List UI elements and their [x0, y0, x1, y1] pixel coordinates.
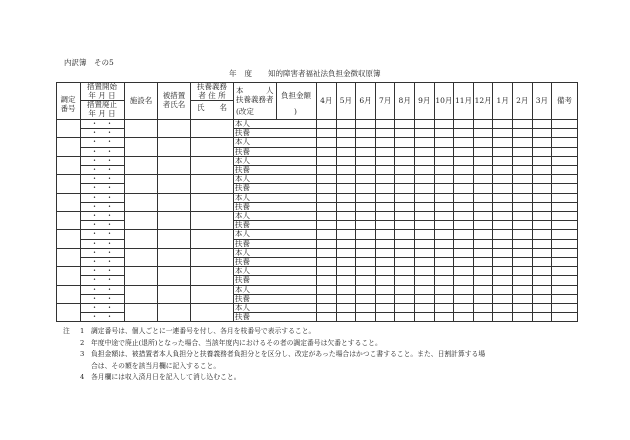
row-label-honnin: 本人 [235, 119, 250, 128]
row-subdivider [233, 220, 577, 221]
row-label-honnin: 本人 [235, 303, 250, 312]
row-label-honnin: 本人 [235, 155, 250, 165]
end-date-marks: ・ ・ [90, 146, 114, 156]
title-year: 年 [229, 69, 237, 78]
header-hisochisha-2: 者氏名 [162, 100, 186, 109]
row-subdivider [233, 239, 577, 240]
header-sochi-haishi: 措置廃止 [87, 100, 117, 109]
header-month: 11月 [454, 96, 472, 105]
group-divider [56, 266, 577, 267]
end-date-marks: ・ ・ [90, 238, 114, 248]
group-divider [56, 303, 577, 304]
header-chotei: 調定 [60, 95, 76, 104]
end-date-marks: ・ ・ [90, 293, 114, 303]
header-month: 8月 [398, 96, 411, 105]
header-futankin: 負担金額 [281, 91, 311, 100]
header-honnin: 本 人 [236, 86, 274, 95]
row-label-fuyo: 扶養 [235, 146, 250, 156]
row-label-honnin: 本人 [235, 247, 250, 257]
group-divider [56, 174, 577, 175]
row-label-honnin: 本人 [235, 137, 250, 147]
end-date-marks: ・ ・ [90, 201, 114, 211]
group-divider [56, 211, 577, 212]
group-divider [56, 285, 577, 286]
start-date-marks: ・ ・ [90, 174, 114, 184]
row-subdivider [233, 275, 577, 276]
header-kaishi-date: 年 月 日 [88, 91, 116, 100]
header-month: 6月 [359, 96, 372, 105]
row-label-fuyo: 扶養 [235, 201, 250, 211]
note-text: 調定番号は、個人ごとに一連番号を付し、各月を枝番号で表示すること。 [91, 327, 316, 335]
header-haishi-date: 年 月 日 [88, 109, 116, 118]
row-label-fuyo: 扶養 [235, 183, 250, 193]
header-bango: 番号 [60, 104, 76, 113]
row-subdivider [233, 312, 577, 313]
group-divider [56, 229, 577, 230]
header-month: 1月 [496, 96, 509, 105]
start-date-marks: ・ ・ [90, 137, 114, 147]
table-border-bottom [56, 321, 578, 322]
document-subtitle: 内訳簿 その5 [64, 58, 114, 67]
header-month: 9月 [418, 96, 431, 105]
header-kaitei-open: (改定 [236, 107, 254, 116]
document-title [229, 68, 381, 79]
row-label-fuyo: 扶養 [235, 238, 250, 248]
note-number: 4 [80, 373, 85, 382]
row-label-honnin: 本人 [235, 174, 250, 184]
row-subdivider [233, 202, 577, 203]
group-divider [56, 248, 577, 249]
header-month: 5月 [339, 96, 353, 105]
start-date-marks: ・ ・ [90, 266, 114, 276]
header-month: 2月 [516, 96, 529, 105]
row-subdivider [233, 128, 577, 129]
note-text-continued: 合は、その額を該当月欄に記入すること。 [91, 361, 221, 370]
row-label-honnin: 本人 [235, 284, 250, 294]
note-text: 各月欄には収入済月日を記入して消し込むこと。 [91, 373, 241, 382]
start-date-marks: ・ ・ [90, 192, 114, 202]
row-label-fuyo: 扶養 [235, 128, 250, 138]
row-label-fuyo: 扶養 [235, 293, 250, 303]
header-month: 10月 [435, 96, 453, 105]
note-text: 負担金額は、被措置者本人負担分と扶養義務者負担分とを区分し、改定があった場合はかつこ書すること。また、日割計算する場 [91, 350, 486, 359]
title-main: 知的障害者福祉法負担金徴収原簿 [268, 69, 381, 78]
end-date-marks: ・ ・ [90, 275, 114, 285]
group-divider [56, 137, 577, 138]
group-divider [56, 156, 577, 157]
start-date-marks: ・ ・ [90, 284, 114, 294]
header-fuyo-gimusha: 扶養義務者 [236, 95, 274, 104]
row-subdivider [233, 183, 577, 184]
header-kaitei-close: ) [294, 107, 297, 116]
note-number: 3 [80, 350, 85, 359]
header-subdivider [190, 100, 233, 101]
header-fuyo-1: 扶養義務 [197, 82, 227, 91]
row-label-honnin: 本人 [235, 192, 250, 202]
start-date-marks: ・ ・ [90, 229, 114, 239]
header-month: 12月 [474, 96, 492, 105]
table-border-right [577, 82, 578, 322]
note-text: 年度中途で廃止(退所)となった場合、当該年度内におけるその者の調定番号は欠番とすること。 [91, 338, 382, 347]
group-divider [56, 193, 577, 194]
header-sochi-kaishi: 措置開始 [87, 82, 117, 91]
note-number: 1 [80, 327, 85, 335]
row-label-fuyo: 扶養 [235, 220, 250, 230]
row-label-fuyo: 扶養 [235, 165, 250, 174]
row-subdivider [233, 165, 577, 166]
header-month: 4月 [320, 96, 333, 105]
notes-prefix: 注 [63, 327, 70, 335]
start-date-marks: ・ ・ [90, 211, 114, 220]
row-label-fuyo: 扶養 [235, 312, 250, 322]
end-date-marks: ・ ・ [90, 312, 114, 322]
end-date-marks: ・ ・ [90, 257, 114, 266]
column-rule [276, 82, 277, 119]
end-date-marks: ・ ・ [90, 128, 114, 138]
header-month: 3月 [535, 96, 549, 105]
end-date-marks: ・ ・ [90, 183, 114, 193]
header-fuyo-2: 者 住 所 [198, 91, 226, 100]
end-date-marks: ・ ・ [90, 220, 114, 230]
header-month: 7月 [378, 96, 392, 105]
row-subdivider [233, 257, 577, 258]
start-date-marks: ・ ・ [90, 155, 114, 165]
header-hisochisha-1: 被措置 [162, 91, 186, 100]
header-shisetsu: 施設名 [129, 96, 153, 105]
row-subdivider [233, 294, 577, 295]
row-label-fuyo: 扶養 [235, 257, 250, 266]
start-date-marks: ・ ・ [90, 247, 114, 257]
row-label-honnin: 本人 [235, 229, 250, 239]
start-date-marks: ・ ・ [90, 119, 114, 128]
title-fiscal: 度 [244, 69, 252, 78]
start-date-marks: ・ ・ [90, 303, 114, 312]
header-fuyo-name: 氏 名 [197, 103, 227, 112]
row-subdivider [233, 147, 577, 148]
header-biko: 備考 [557, 96, 572, 105]
end-date-marks: ・ ・ [90, 165, 114, 174]
row-label-fuyo: 扶養 [235, 275, 250, 285]
row-label-honnin: 本人 [235, 211, 250, 220]
note-number: 2 [80, 338, 85, 347]
row-label-honnin: 本人 [235, 266, 250, 276]
